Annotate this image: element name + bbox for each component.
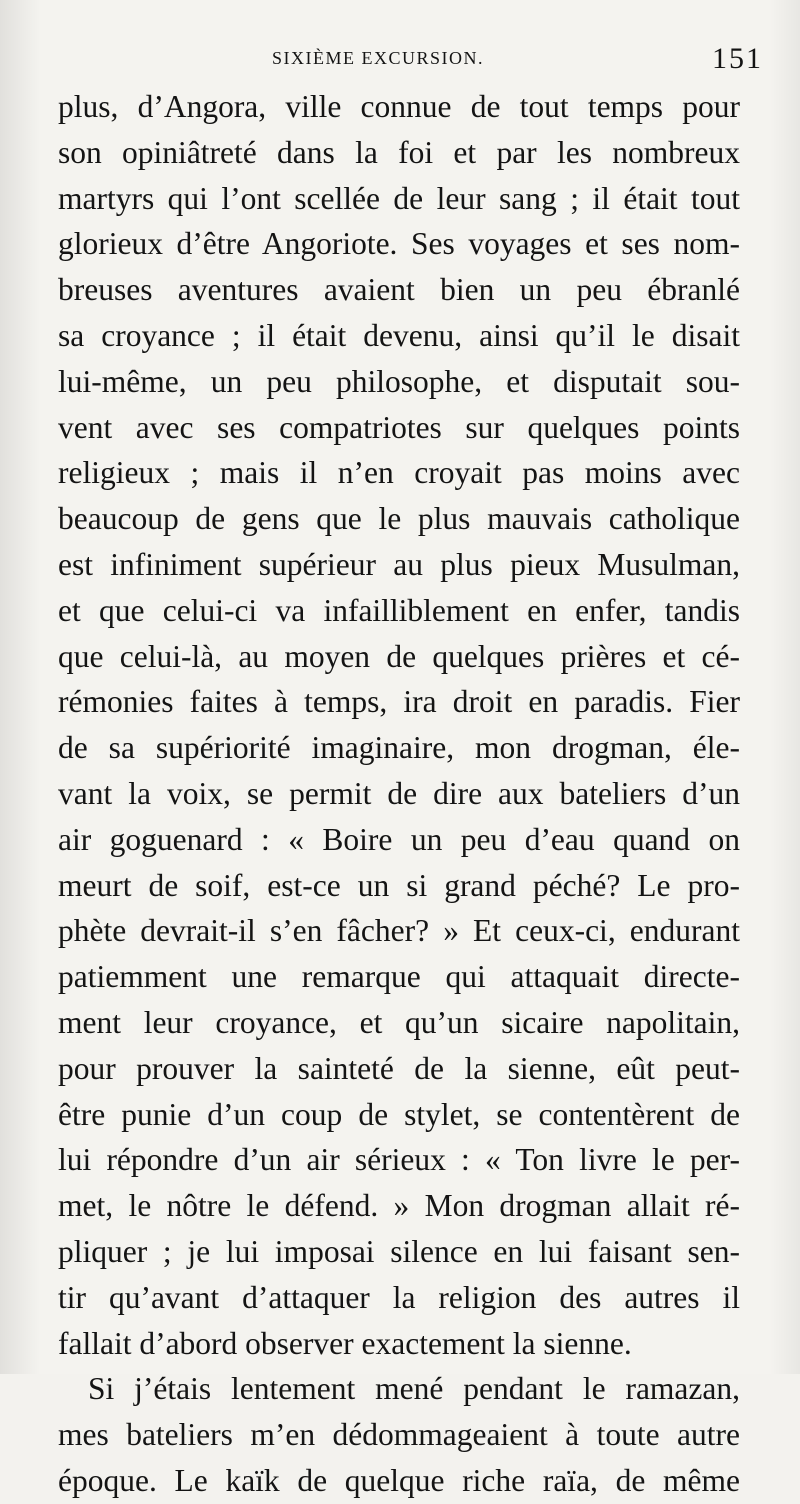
text-line: et que celui-ci va infailliblement en enfer, tandis	[58, 592, 740, 628]
text-line: beaucoup de gens que le plus mauvais catholique	[58, 501, 740, 537]
text-line: fallait d’abord observer exactement la sienne.	[58, 1325, 632, 1361]
text-line: plus, d’Angora, ville connue de tout temps pour	[58, 89, 740, 124]
text-line: lui-même, un peu philosophe, et disputait sou-	[58, 363, 740, 399]
text-line: Si j’étais lentement mené pendant le ramazan,	[88, 1371, 740, 1407]
text-line: époque. Le kaïk de quelque riche raïa, de même	[58, 1462, 740, 1498]
text-line: lui répondre d’un air sérieux : « Ton livre le per-	[58, 1142, 740, 1178]
text-line: air goguenard : « Boire un peu d’eau quand on	[58, 821, 740, 857]
body-text	[58, 84, 740, 1504]
text-line: que celui-là, au moyen de quelques prières et cé-	[58, 638, 740, 674]
text-line: met, le nôtre le défend. » Mon drogman allait ré-	[58, 1188, 740, 1224]
text-line: pour prouver la sainteté de la sienne, eût peut-	[58, 1050, 740, 1086]
text-line: martyrs qui l’ont scellée de leur sang ; il était tout	[58, 180, 740, 216]
text-line: vent avec ses compatriotes sur quelques points	[58, 409, 740, 445]
text-line: est infiniment supérieur au plus pieux Musulman,	[58, 546, 740, 582]
running-head	[0, 42, 800, 78]
text-line: pliquer ; je lui imposai silence en lui faisant sen-	[58, 1233, 740, 1269]
text-line: mes bateliers m’en dédommageaient à toute autre	[58, 1417, 740, 1453]
text-line: rémonies faites à temps, ira droit en paradis. Fier	[58, 684, 740, 720]
text-line: meurt de soif, est-ce un si grand péché? Le pro-	[58, 867, 740, 903]
text-line: de sa supériorité imaginaire, mon drogman, éle-	[58, 730, 740, 766]
text-line: religieux ; mais il n’en croyait pas moins avec	[58, 455, 740, 491]
text-line: vant la voix, se permit de dire aux bateliers d’un	[58, 775, 740, 811]
text-line: sa croyance ; il était devenu, ainsi qu’il le disait	[58, 317, 740, 353]
text-line: phète devrait-il s’en fâcher? » Et ceux-ci, endurant	[58, 913, 740, 949]
page-number: 151	[712, 42, 763, 75]
text-line: tir qu’avant d’attaquer la religion des autres il	[58, 1279, 740, 1315]
text-line: breuses aventures avaient bien un peu ébranlé	[58, 272, 740, 308]
running-title: SIXIÈME EXCURSION.	[272, 48, 485, 68]
text-line: ment leur croyance, et qu’un sicaire napolitain,	[58, 1004, 740, 1040]
text-line: être punie d’un coup de stylet, se contentèrent de	[58, 1096, 740, 1132]
text-line: glorieux d’être Angoriote. Ses voyages et ses nom-	[58, 226, 740, 262]
text-line: patiemment une remarque qui attaquait directe-	[58, 959, 740, 995]
text-line: son opiniâtreté dans la foi et par les nombreux	[58, 134, 740, 170]
